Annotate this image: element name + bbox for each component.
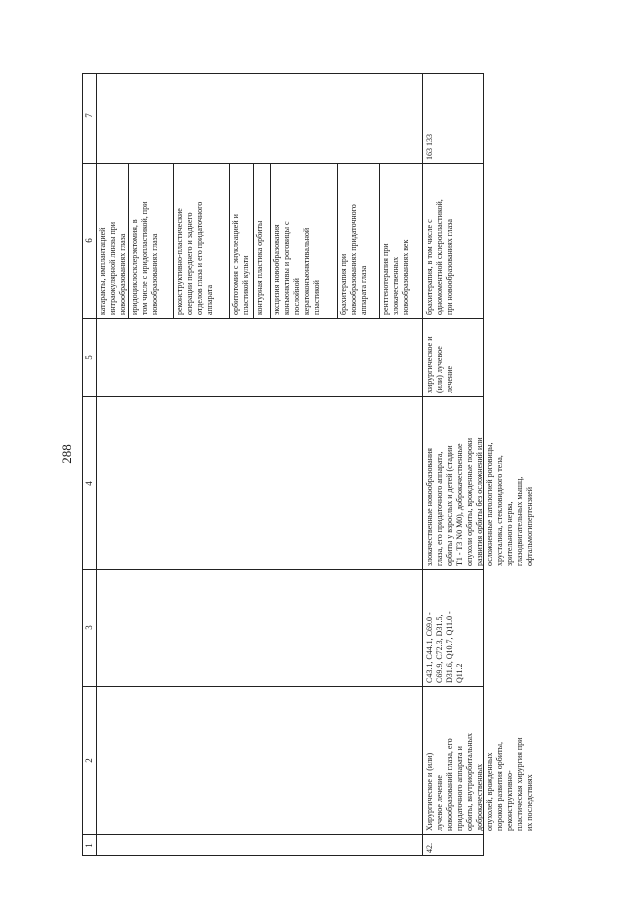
header-col-6: 6: [84, 238, 94, 243]
prev-method-2: иридоциклосклерэктомия, в том числе с иридопластикой, при новообразованиях глаза: [130, 201, 159, 315]
header-col-4: 4: [84, 481, 94, 486]
header-col-2: 2: [84, 758, 94, 763]
page-number: 288: [59, 444, 74, 464]
prev-method-4: орбитотомия с энуклеацией и пластикой культи: [231, 214, 250, 315]
row-number: 42.: [425, 843, 434, 853]
col-divider-2: [83, 834, 483, 835]
prev-method-7: брахитерапия при новообразованиях придаточного аппарата глаза: [339, 204, 368, 315]
col-divider-5: [83, 396, 483, 397]
header-divider: [96, 74, 97, 855]
row-treatment: хирургическое и (или) лучевое лечение: [425, 336, 454, 393]
method-sep-5: [270, 163, 271, 318]
header-col-5: 5: [84, 355, 94, 360]
prev-method-8: рентгенотерапия при злокачественных новообразованиях век: [381, 239, 410, 315]
header-col-7: 7: [84, 113, 94, 118]
prev-method-1: катаракты, имплантацией интраокулярной линзы при новообразованиях глаза: [98, 221, 127, 315]
prev-method-5: контурная пластика орбиты: [255, 220, 264, 315]
prev-method-3: реконструктивно-пластические операции переднего и заднего отделов глаза и его придаточного аппарата: [175, 201, 214, 315]
prev-method-6: эксцизия новообразования конъюнктивы и роговицы с послойной кератоконъюнктивальной пластикой: [272, 221, 321, 315]
method-sep-6: [337, 163, 338, 318]
row-codes: C43.1, C44.1, C69.0 - C69.9, C72.3, D31.5, D31.6, Q10.7, Q11.0 - Q11.2: [425, 611, 464, 683]
col-divider-4: [83, 569, 483, 570]
method-sep-4: [253, 163, 254, 318]
method-sep-1: [128, 163, 129, 318]
method-sep-2: [173, 163, 174, 318]
row-name: Хирургическое и (или) лучевое лечение новообразований глаза, его придаточного аппарата и орбиты, внутриорбитальных доброкачественных опухолей, врожденных пороков развития орбиты, реконструктивно- пластическая хирургия при их последствиях: [425, 732, 534, 831]
col-divider-3: [83, 686, 483, 687]
method-sep-7: [379, 163, 380, 318]
row-divider: [422, 74, 423, 855]
medical-table: [82, 73, 534, 856]
row-method: брахитерапия, в том числе с одномоментной склеропластикой, при новообразованиях глаза: [425, 199, 454, 315]
method-sep-3: [229, 163, 230, 318]
row-diagnosis: злокачественные новообразования глаза, его придаточного аппарата, орбиты у взрослых и детей (стадии T1 - T3 N0 M0), доброкачественные опухоли орбиты, врожденные пороки развития орбиты без осложнений или осложненные патологией роговицы, хрусталика, стекловидного тела, зрительного нерва, глазодвигательных мышц, офтальмогипертензией: [425, 437, 534, 566]
col-divider-6: [83, 318, 483, 319]
header-col-3: 3: [84, 625, 94, 630]
header-col-1: 1: [84, 843, 94, 848]
row-price: 163 133: [425, 134, 434, 160]
